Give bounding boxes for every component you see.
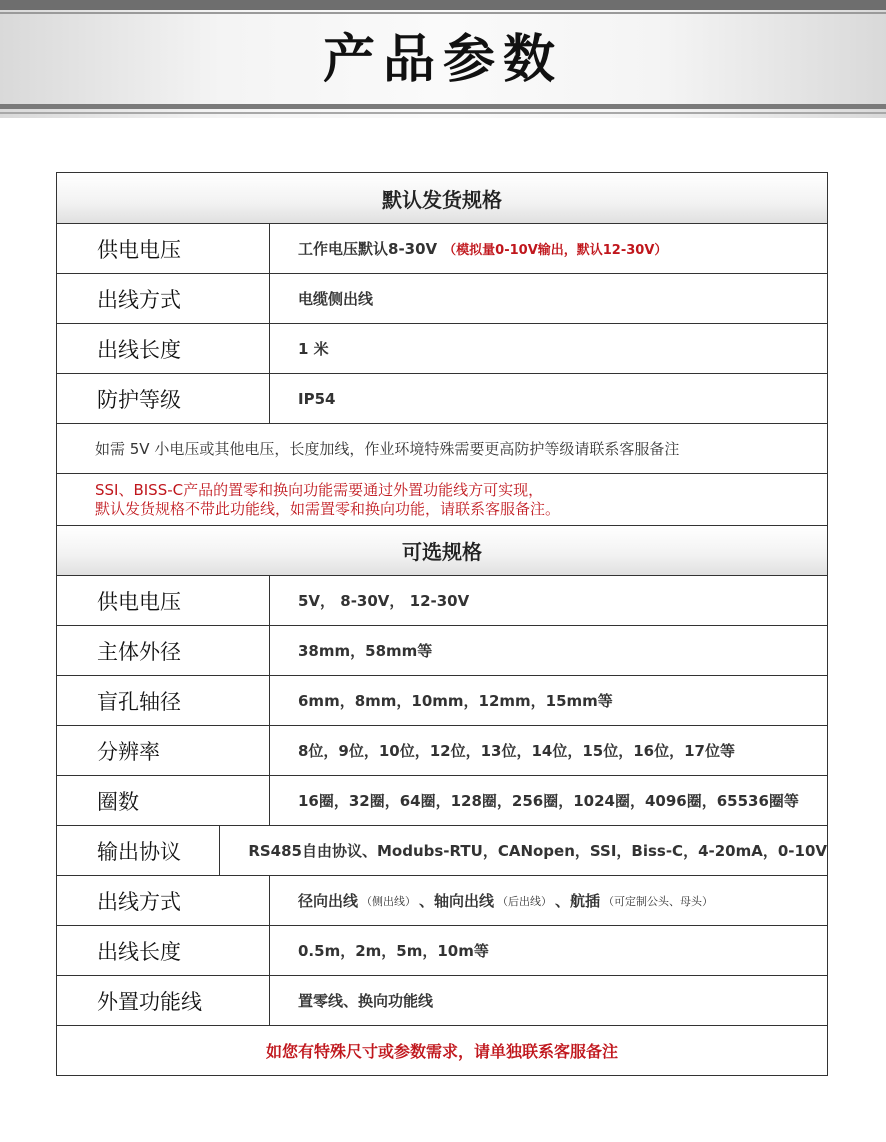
row-value: 6mm，8mm，10mm，12mm，15mm等 — [298, 692, 613, 710]
row-value: IP54 — [298, 389, 336, 408]
header-banner — [0, 0, 886, 118]
row-label: 圈数 — [57, 776, 270, 825]
optional-spec-header: 可选规格 — [57, 525, 827, 575]
row-label: 供电电压 — [57, 224, 270, 273]
row-value: 38mm，58mm等 — [298, 642, 433, 660]
row-value: 电缆侧出线 — [298, 290, 374, 308]
spec-table — [56, 172, 828, 1076]
warning-line: SSI、BISS-C产品的置零和换向功能需要通过外置功能线方可实现， — [95, 480, 544, 499]
default-spec-warning — [57, 473, 827, 525]
row-value: 8位，9位，10位，12位，13位，14位，15位，16位，17位等 — [298, 742, 735, 760]
banner-top-bar — [0, 0, 886, 10]
optional-spec-row-wiring — [57, 875, 827, 925]
value-text: 、航插 — [555, 892, 601, 910]
warning-line: 默认发货规格不带此功能线，如需置零和换向功能，请联系客服备注。 — [95, 499, 561, 518]
banner-bottom-line — [0, 112, 886, 114]
default-spec-header: 默认发货规格 — [57, 173, 827, 223]
row-value: 0.5m，2m，5m，10m等 — [298, 942, 489, 960]
value-subnote: （可定制公头、母头） — [603, 894, 714, 908]
default-spec-row-wiring — [57, 273, 827, 323]
optional-spec-row-voltage — [57, 575, 827, 625]
banner-top-line — [0, 12, 886, 14]
row-value: 16圈，32圈，64圈，128圈，256圈，1024圈，4096圈，65536圈等 — [298, 792, 799, 810]
row-value: 1 米 — [298, 340, 329, 358]
row-label: 主体外径 — [57, 626, 270, 675]
row-value: RS485自由协议、Modubs-RTU，CANopen，SSI，Biss-C，4-20mA，0-10V — [248, 842, 827, 860]
optional-spec-row-protocol — [57, 825, 827, 875]
row-label: 出线长度 — [57, 324, 270, 373]
row-value — [270, 224, 827, 273]
row-label: 盲孔轴径 — [57, 676, 270, 725]
value-subnote: （后出线） — [497, 894, 553, 908]
row-value — [270, 876, 827, 925]
default-spec-row-length — [57, 323, 827, 373]
value-text: 、轴向出线 — [419, 892, 495, 910]
banner-bottom-bar — [0, 104, 886, 109]
value-note: （模拟量0-10V输出，默认12-30V） — [443, 243, 668, 258]
value-text: 工作电压默认8-30V — [298, 240, 438, 258]
optional-spec-row-diameter — [57, 625, 827, 675]
row-value: 置零线、换向功能线 — [298, 992, 434, 1010]
row-label: 出线长度 — [57, 926, 270, 975]
row-label: 外置功能线 — [57, 976, 270, 1025]
optional-spec-row-shaft — [57, 675, 827, 725]
footer-note: 如您有特殊尺寸或参数需求，请单独联系客服备注 — [57, 1025, 827, 1075]
optional-spec-row-resolution — [57, 725, 827, 775]
row-label: 出线方式 — [57, 876, 270, 925]
row-label: 分辨率 — [57, 726, 270, 775]
default-spec-row-protection — [57, 373, 827, 423]
optional-spec-row-length — [57, 925, 827, 975]
default-spec-row-voltage — [57, 223, 827, 273]
row-label: 输出协议 — [57, 826, 220, 875]
default-spec-note: 如需 5V 小电压或其他电压，长度加线，作业环境特殊需要更高防护等级请联系客服备注 — [57, 423, 827, 473]
optional-spec-row-turns — [57, 775, 827, 825]
page-title: 产品参数 — [322, 30, 563, 90]
row-value: 5V， 8-30V， 12-30V — [298, 592, 470, 610]
row-label: 防护等级 — [57, 374, 270, 423]
value-text: 径向出线 — [298, 892, 359, 910]
row-label: 出线方式 — [57, 274, 270, 323]
row-label: 供电电压 — [57, 576, 270, 625]
optional-spec-row-external-line — [57, 975, 827, 1025]
value-subnote: （侧出线） — [361, 894, 417, 908]
